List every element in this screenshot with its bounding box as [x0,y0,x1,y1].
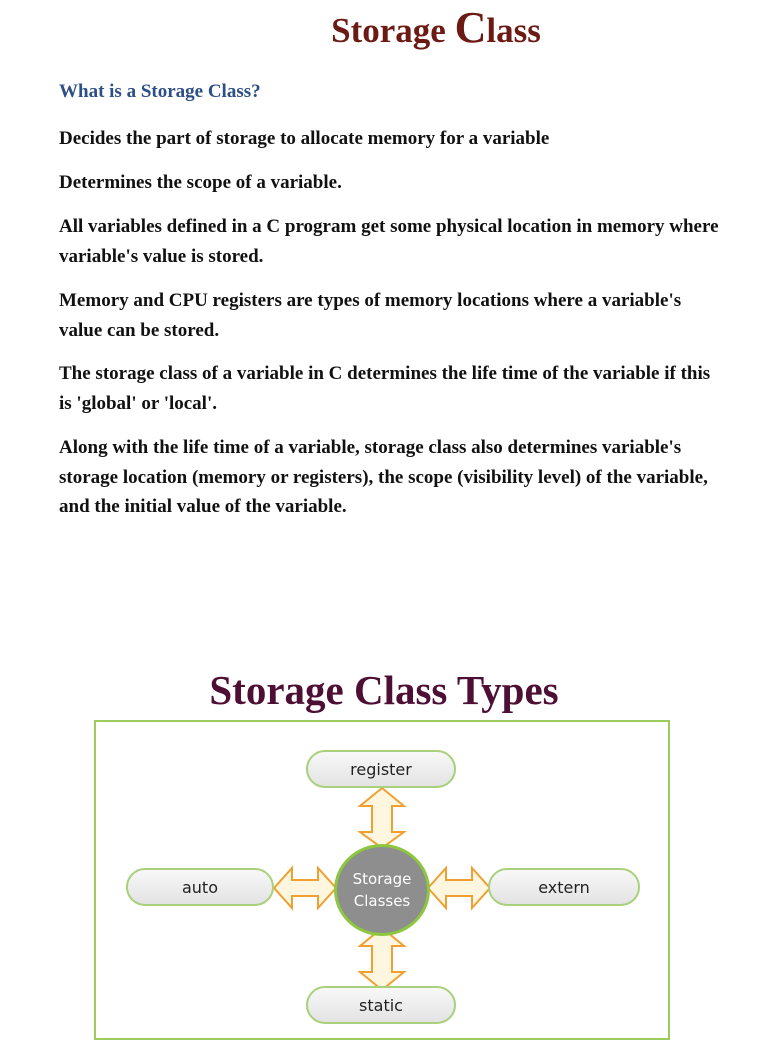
arrow-bottom [360,928,404,990]
pill-static: static [306,986,456,1024]
pill-register: register [306,750,456,788]
paragraph-allocate-memory: Decides the part of storage to allocate memory for a variable [59,128,550,149]
arrow-top [360,788,404,848]
title-big-letter: C [454,3,487,52]
pill-extern: extern [488,868,640,906]
storage-classes-circle [334,844,430,936]
page-title [0,3,768,52]
arrow-left [274,868,336,908]
question-heading: What is a Storage Class? [59,81,261,102]
paragraph-physical-location: All variables defined in a C program get some physical location in memory where variable's value is stored. [59,216,719,267]
title-suffix: lass [486,11,541,50]
arrow-right [428,868,490,908]
circle-label-line1: Storage [352,870,412,888]
section-title-storage-class-types: Storage Class Types [209,667,559,713]
paragraph-life-time: The storage class of a variable in C determines the life time of the variable if this is 'global' or 'local'. [59,363,711,414]
title-prefix: Storage [331,11,455,50]
paragraph-memory-cpu-registers: Memory and CPU registers are types of memory locations where a variable's value can be stored. [59,290,682,341]
pill-auto: auto [126,868,274,906]
paragraph-storage-location: Along with the life time of a variable, storage class also determines variable's storage location (memory or registers), the scope (visibility level) of the variable, and the initial value of the variable. [59,437,708,517]
circle-label-line2: Classes [353,892,411,910]
storage-class-diagram [94,720,670,1040]
paragraph-scope: Determines the scope of a variable. [59,172,342,193]
